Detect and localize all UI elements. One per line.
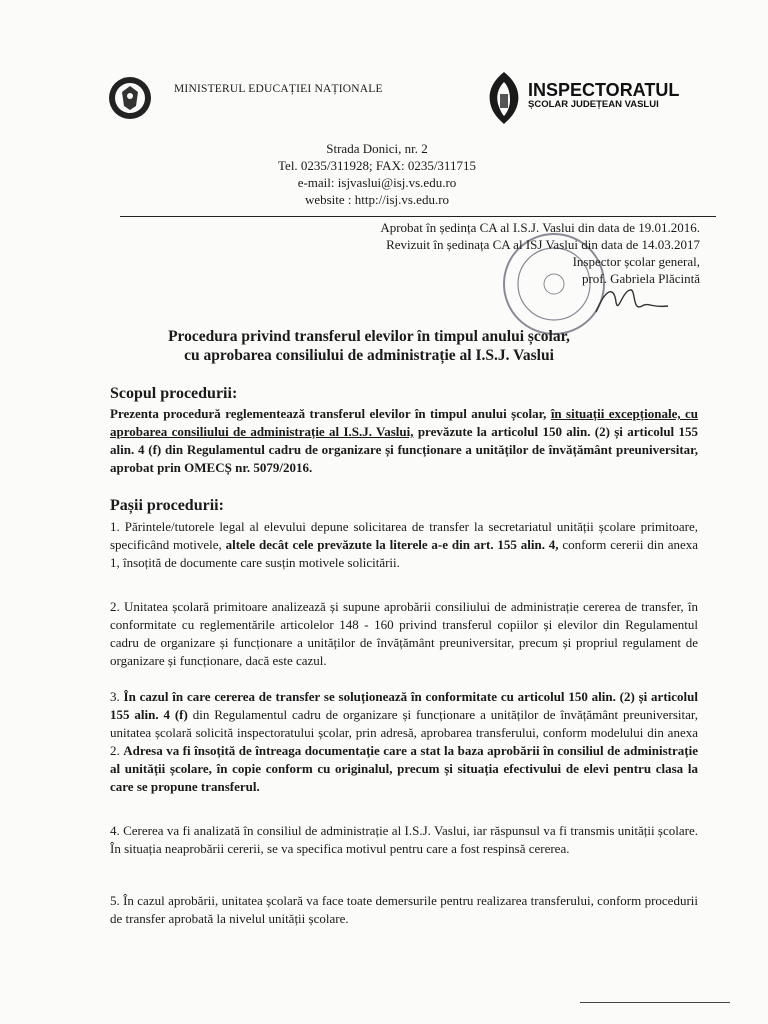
email: e-mail: isjvaslui@isj.vs.edu.ro xyxy=(297,175,457,190)
step-2: 2. Unitatea școlară primitoare analizează și supune aprobării consiliului de administrație cererea de transfer, în conformitate cu reglementările articolelor 148 - 160 privind transferul copiilor și elevilor din Regulamentul cadru de organizare și funcționare a unităților de învățământ preuniversitar, precum și propriul regulament de organizare și funcționare, dacă este cazul. xyxy=(110,599,698,668)
step-4: 4. Cererea va fi analizată în consiliul de administrație al I.S.J. Vaslui, iar răspunsul va fi transmis unității școlare. În situația neaprobării cererii, se va specifica motivul pentru care a fost respinsă cererea. xyxy=(110,823,698,856)
signature-icon xyxy=(592,282,672,322)
inspector-title: Inspector școlar general, xyxy=(572,254,700,269)
footer-line xyxy=(580,1002,730,1003)
isj-title: INSPECTORATUL xyxy=(528,80,680,100)
step-5: 5. În cazul aprobării, unitatea școlară va face toate demersurile pentru realizarea transferului, conform procedurii de transfer aprobată la nivelul unității școlare. xyxy=(110,893,698,926)
approval-block xyxy=(380,219,700,287)
phone: Tel. 0235/311928; FAX: 0235/311715 xyxy=(278,158,476,173)
steps-heading: Pașii procedurii: xyxy=(110,497,224,514)
isj-logo-icon xyxy=(484,68,524,126)
document-title: Procedura privind transferul elevilor în timpul anului școlar, cu aprobarea consiliului de administrație al I.S.J. Vaslui xyxy=(168,328,570,364)
inspector-name: prof. Gabriela Plăcintă xyxy=(581,271,700,286)
approval-line: Aprobat în ședința CA al I.S.J. Vaslui din data de 19.01.2016. xyxy=(380,220,700,235)
ministry-crest-icon xyxy=(108,76,152,120)
contact-block xyxy=(0,140,768,208)
header-divider xyxy=(120,216,716,217)
step-1: 1. Părintele/tutorele legal al elevului depune solicitarea de transfer la secretariatul unității școlare primitoare, specificând motivele, altele decât cele prevăzute la literele a-e din art. 155 alin. 4, conform cererii din anexa 1, însoțită de documente care susțin motivele solicitării. xyxy=(110,519,699,570)
scope-heading: Scopul procedurii: xyxy=(110,385,238,402)
step-3: 3. În cazul în care cererea de transfer se soluționează în conformitate cu articolul 150 alin. (2) și articolul 155 alin. 4 (f) din Regulamentul cadru de organizare și funcționare a unităților de învățământ preuniversitar, unitatea școlară solicită inspectoratului școlar, prin adresă, aprobarea transferului, conform modelului din anexa 2. Adresa va fi însoțită de întreaga documentație care a stat la baza aprobării în consiliul de administrație al unității școlare, în copie conform cu originalul, precum și situația efectivului de elevi pentru clasa la care se propune transferul. xyxy=(110,689,698,794)
scope-text: Prezenta procedură reglementează transferul elevilor în timpul anului școlar, în situații excepționale, cu aprobarea consiliului de administrație al I.S.J. Vaslui, prevăzute la articolul 150 alin. (2) și articolul 155 alin. 4 (f) din Regulamentul cadru de organizare și funcționare a unităților de învățământ preuniversitar, aprobat prin OMECȘ nr. 5079/2016. xyxy=(110,406,699,475)
ministry-name: MINISTERUL EDUCAȚIEI NAȚIONALE xyxy=(174,83,383,95)
address: Strada Donici, nr. 2 xyxy=(326,141,428,156)
website: website : http://isj.vs.edu.ro xyxy=(304,192,450,207)
revision-line: Revizuit în ședinața CA al ISJ Vaslui din data de 14.03.2017 xyxy=(386,237,700,252)
isj-subtitle: ȘCOLAR JUDEȚEAN VASLUI xyxy=(528,99,659,110)
